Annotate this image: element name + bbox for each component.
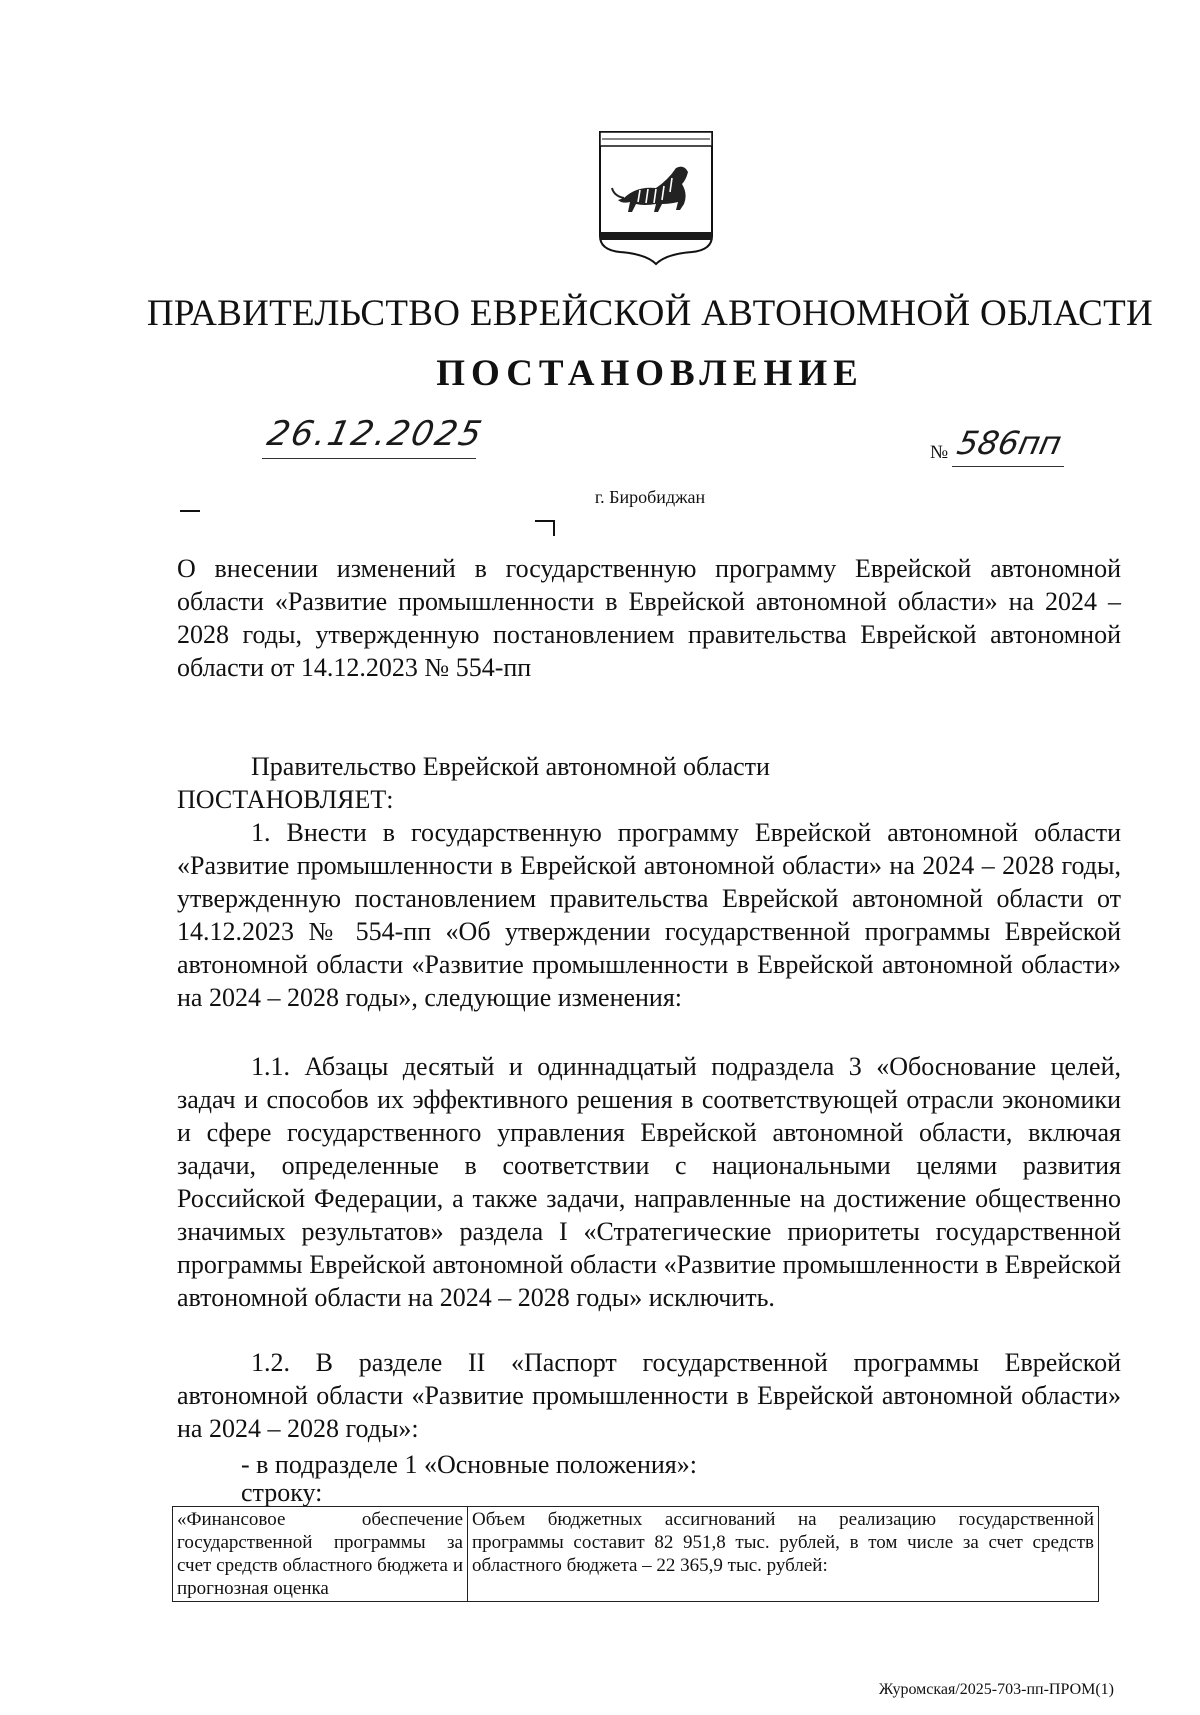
number-field (930, 424, 1065, 467)
table-row (173, 1507, 1099, 1602)
table-cell-right: Объем бюджетных ассигнований на реализацию государственной программы составит 82 951,8 тыс. рублей, в том числе за счет средств областного бюджета – 22 365,9 тыс. рублей: (468, 1507, 1099, 1602)
amendment-table (172, 1506, 1099, 1602)
subsection-line: - в подразделе 1 «Основные положения»: (241, 1450, 697, 1479)
government-title: ПРАВИТЕЛЬСТВО ЕВРЕЙСКОЙ АВТОНОМНОЙ ОБЛАСТИ (146, 293, 1154, 334)
item-1-2: 1.2. В разделе II «Паспорт государственной программы Еврейской автономной области «Развитие промышленности в Еврейской автономной области» на 2024 – 2028 годы»: (177, 1348, 1121, 1443)
decree-word: ПОСТАНОВЛЯЕТ: (177, 785, 394, 814)
item-1-1: 1.1. Абзацы десятый и одиннадцатый подраздела 3 «Обоснование целей, задач и способов их эффективного решения в соответствующей отрасли экономики и сфере государственного управления Еврейской автономной области, включая задачи, определенные в соответствии с национальными целями развития Российской Федерации, а также задачи, направленные на достижение общественно значимых результатов» раздела I «Стратегические приоритеты государственной программы Еврейской автономной области «Развитие промышленности в Еврейской автономной области на 2024 – 2028 годы» исключить. (177, 1052, 1121, 1312)
subject-bracket-left (180, 510, 200, 526)
number-handwritten: 586пп (953, 424, 1065, 462)
document-type: ПОСТАНОВЛЕНИЕ (436, 353, 864, 394)
subject-bracket-right (535, 520, 555, 536)
date-handwritten: 26.12.2025 (263, 414, 487, 454)
city: г. Биробиджан (594, 487, 706, 507)
subject-title: О внесении изменений в государственную программу Еврейской автономной области «Развитие промышленности в Еврейской автономной области» на 2024 – 2028 годы, утвержденную постановлением правительства Еврейской автономной области от 14.12.2023 № 554-пп (177, 554, 1121, 682)
coat-of-arms-tiger-icon (596, 128, 716, 268)
intro-paragraph: Правительство Еврейской автономной области (251, 752, 770, 781)
item-1: 1. Внести в государственную программу Еврейской автономной области «Развитие промышленности в Еврейской автономной области» на 2024 – 2028 годы, утвержденную постановлением правительства Еврейской автономной области от 14.12.2023 № 554-пп «Об утверждении государственной программы Еврейской автономной области «Развитие промышленности в Еврейской автономной области» на 2024 – 2028 годы», следующие изменения: (177, 818, 1121, 1012)
line-word: строку: (241, 1478, 323, 1507)
number-label: № (930, 442, 949, 463)
footer-code: Журомская/2025-703-пп-ПРОМ(1) (878, 1681, 1114, 1698)
date-field (262, 412, 487, 459)
table-cell-left: «Финансовое обеспечение государственной программы за счет средств областного бюджета и прогнозная оценка (173, 1507, 468, 1602)
